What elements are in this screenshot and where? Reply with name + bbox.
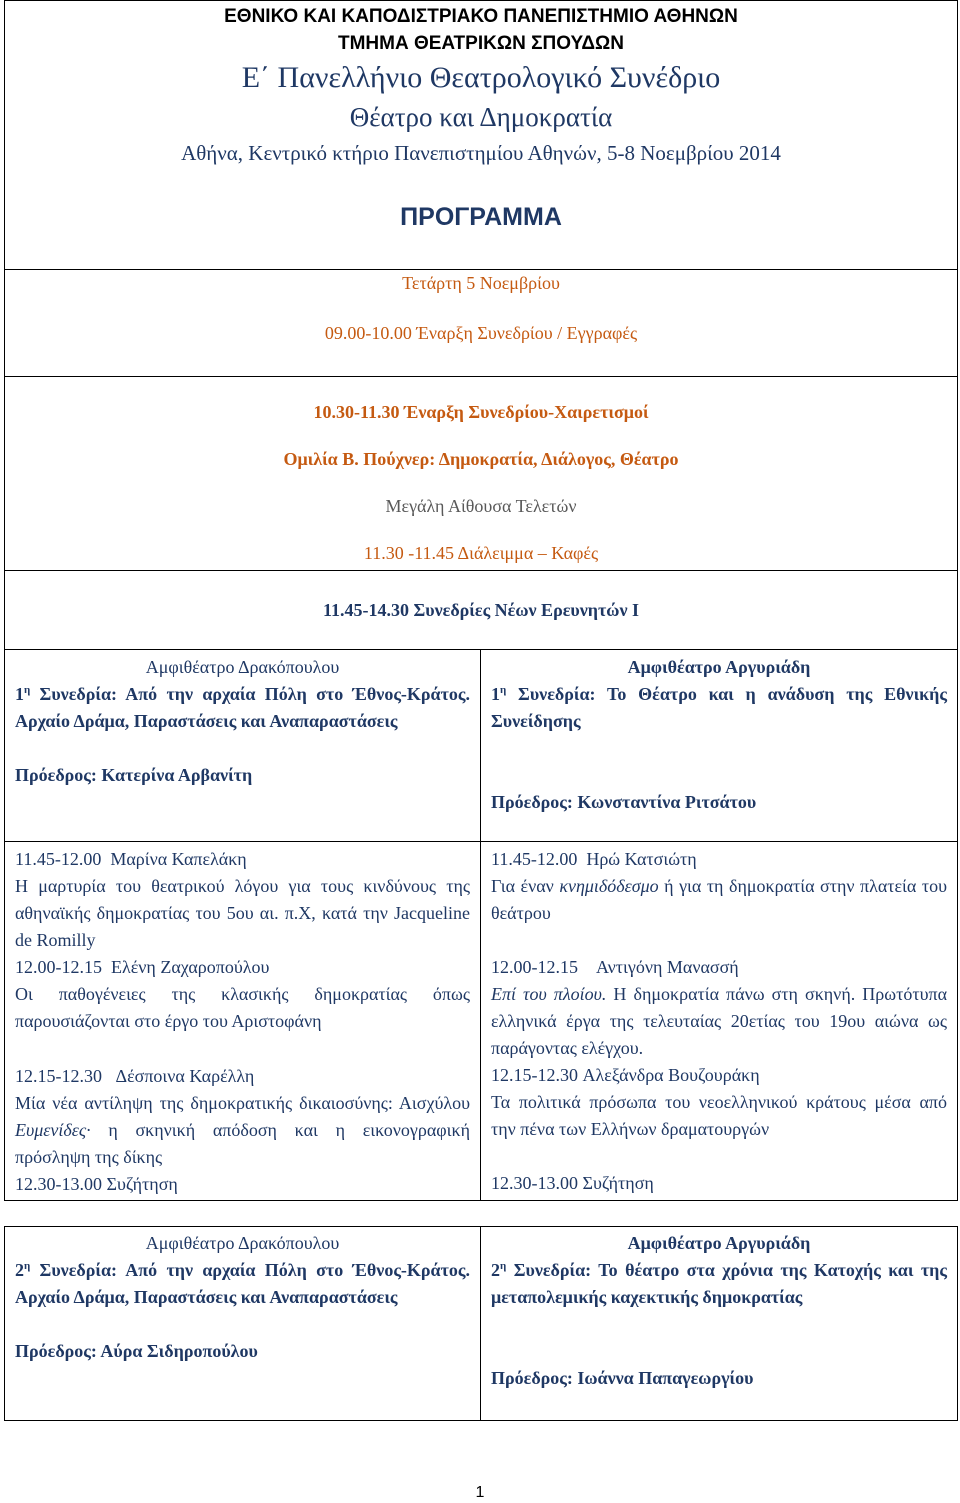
block1-headers <box>4 649 958 842</box>
department-name: ΤΜΗΜΑ ΘΕΑΤΡΙΚΩΝ ΣΠΟΥΔΩΝ <box>337 33 625 54</box>
block1-left-discussion: 12.30-13.00 Συζήτηση <box>15 1174 178 1194</box>
talk-speaker: Αντιγόνη Μανασσή <box>596 957 739 977</box>
talk-left-2 <box>15 954 470 981</box>
block1-left-hall: Αμφιθέατρο Δρακόπουλου <box>145 657 340 677</box>
opening-box <box>4 376 958 571</box>
conference-title: Ε΄ Πανελλήνιο Θεατρολογικό Συνέδριο <box>241 61 721 94</box>
talk-time: 11.45-12.00 <box>491 849 578 869</box>
page-number: 1 <box>475 1484 485 1501</box>
talk-time: 11.45-12.00 <box>15 849 102 869</box>
talk-left-2-title: Οι παθογένειες της κλασικής δημοκρατίας όπως παρουσιάζονται στο έργο του Αριστοφάνη <box>15 984 470 1031</box>
block1-left-session-sup: η <box>24 684 31 696</box>
talk-speaker: Αλεξάνδρα Βουζουράκη <box>582 1065 760 1085</box>
block1-right-header <box>481 650 957 841</box>
young-researchers-heading-text: 11.45-14.30 Συνεδρίες Νέων Ερευνητών Ι <box>322 600 639 620</box>
block2-right-chair: Πρόεδρος: Ιωάννα Παπαγεωργίου <box>491 1368 754 1388</box>
block1-left-session-title: Συνεδρία: Από την αρχαία Πόλη στο Έθνος-Κράτος. Αρχαίο Δράμα, Παραστάσεις και Αναπαραστάσεις <box>15 684 470 731</box>
talk-speaker: Μαρίνα Καπελάκη <box>110 849 247 869</box>
talk-speaker: Δέσποινα Καρέλλη <box>115 1066 255 1086</box>
block2-left-chair: Πρόεδρος: Αύρα Σιδηροπούλου <box>15 1341 258 1361</box>
block2-right-session <box>491 1257 947 1311</box>
conference-theme: Θέατρο και Δημοκρατία <box>349 102 613 132</box>
young-researchers-heading <box>5 597 957 624</box>
block2-right-session-title: Συνεδρία: Το θέατρο στα χρόνια της Κατοχής και της μεταπολεμικής καχεκτικής δημοκρατίας <box>491 1260 947 1307</box>
talk-right-1-title <box>491 873 947 927</box>
block1-right-session-num: 1 <box>491 684 500 704</box>
header-box <box>4 0 958 270</box>
block1-right-hall: Αμφιθέατρο Αργυριάδη <box>627 657 811 677</box>
talk-time: 12.00-12.15 <box>491 957 578 977</box>
block2-left-session-num: 2 <box>15 1260 24 1280</box>
block2-left-session <box>15 1257 470 1311</box>
talk-speaker: Ηρώ Κατσιώτη <box>586 849 697 869</box>
block2-right-session-num: 2 <box>491 1260 500 1280</box>
talk-time: 12.00-12.15 <box>15 957 102 977</box>
block2-left-hall: Αμφιθέατρο Δρακόπουλου <box>145 1233 340 1253</box>
talk-title-part: Η δημοκρατία πάνω στη σκηνή. Πρωτότυπα ελληνικά έργα της τελευταίας 20ετίας του 19ου αιώνα ως παράγοντας ελέγχου. <box>491 984 948 1058</box>
block1-right-discussion: 12.30-13.00 Συζήτηση <box>491 1173 654 1193</box>
block2-right-session-sup: η <box>500 1260 507 1272</box>
block2-right-header <box>481 1227 957 1420</box>
opening-registration: 09.00-10.00 Έναρξη Συνεδρίου / Εγγραφές <box>324 323 638 343</box>
talk-title-part: ή για τη δημοκρατία στην πλατεία του θεάτρου <box>491 876 947 923</box>
talk-title-part: Για έναν <box>491 876 560 896</box>
block2-headers <box>4 1226 958 1421</box>
block1-left-talks <box>5 841 481 1200</box>
young-researchers-box <box>4 570 958 650</box>
day-box <box>4 269 958 377</box>
talk-time: 12.15-12.30 <box>491 1065 578 1085</box>
talk-right-3 <box>491 1062 947 1089</box>
block2-left-session-sup: η <box>24 1260 31 1272</box>
block2-right-hall: Αμφιθέατρο Αργυριάδη <box>627 1233 811 1253</box>
block1-right-session-title: Συνεδρία: Το Θέατρο και η ανάδυση της Εθνικής Συνείδησης <box>491 684 947 731</box>
venue-date: Αθήνα, Κεντρικό κτήριο Πανεπιστημίου Αθηνών, 5-8 Νοεμβρίου 2014 <box>181 141 781 165</box>
talk-right-2-title <box>491 981 947 1062</box>
keynote: Ομιλία Β. Πούχνερ: Δημοκρατία, Διάλογος, Θέατρο <box>283 449 679 469</box>
talk-title-italic: Ευμενίδες· <box>15 1120 91 1140</box>
talk-right-1 <box>491 846 947 873</box>
block1-talks <box>4 841 958 1201</box>
block1-left-header <box>5 650 481 841</box>
talk-right-3-title: Τα πολιτικά πρόσωπα του νεοελληνικού κράτους μέσα από την πένα των Ελλήνων δραματουργών <box>491 1092 947 1139</box>
opening-greetings: 10.30-11.30 Έναρξη Συνεδρίου-Χαιρετισμοί <box>313 402 649 422</box>
talk-title-part: η σκηνική απόδοση και η εικονογραφική πρόσληψη της δίκης <box>15 1120 470 1167</box>
talk-left-1-title: Η μαρτυρία του θεατρικού λόγου για τους κινδύνους της αθηναϊκής δημοκρατίας του 5ου αι. π.Χ, κατά την Jacqueline de Romilly <box>15 876 470 950</box>
coffee-break: 11.30 -11.45 Διάλειμμα – Καφές <box>363 543 599 563</box>
talk-left-3 <box>15 1063 470 1090</box>
university-name: ΕΘΝΙΚΟ ΚΑΙ ΚΑΠΟΔΙΣΤΡΙΑΚΟ ΠΑΝΕΠΙΣΤΗΜΙΟ ΑΘΗΝΩΝ <box>224 6 738 27</box>
block1-left-chair: Πρόεδρος: Κατερίνα Αρβανίτη <box>15 765 253 785</box>
talk-time: 12.15-12.30 <box>15 1066 102 1086</box>
block2-left-session-title: Συνεδρία: Από την αρχαία Πόλη στο Έθνος-Κράτος. Αρχαίο Δράμα, Παραστάσεις και Αναπαραστάσεις <box>15 1260 470 1307</box>
talk-left-3-title <box>15 1090 470 1171</box>
block1-left-session-num: 1 <box>15 684 24 704</box>
keynote-hall: Μεγάλη Αίθουσα Τελετών <box>385 496 577 516</box>
program-heading: ΠΡΟΓΡΑΜΜΑ <box>400 203 562 231</box>
talk-left-1 <box>15 846 470 873</box>
block1-right-session <box>491 681 947 735</box>
block1-left-session <box>15 681 470 735</box>
block1-right-session-sup: η <box>500 684 507 696</box>
block1-right-talks <box>481 841 957 1200</box>
talk-title-part: Μία νέα αντίληψη της δημοκρατικής δικαιοσύνης: Αισχύλου <box>15 1093 470 1113</box>
day-date: Τετάρτη 5 Νοεμβρίου <box>402 273 560 293</box>
talk-speaker: Ελένη Ζαχαροπούλου <box>111 957 270 977</box>
block1-right-chair: Πρόεδρος: Κωνσταντίνα Ριτσάτου <box>491 792 757 812</box>
talk-right-2 <box>491 954 947 981</box>
block2-left-header <box>5 1227 481 1420</box>
talk-title-italic: Επί του πλοίου. <box>491 984 607 1004</box>
talk-title-italic: κνημιδόδεσμο <box>559 876 659 896</box>
